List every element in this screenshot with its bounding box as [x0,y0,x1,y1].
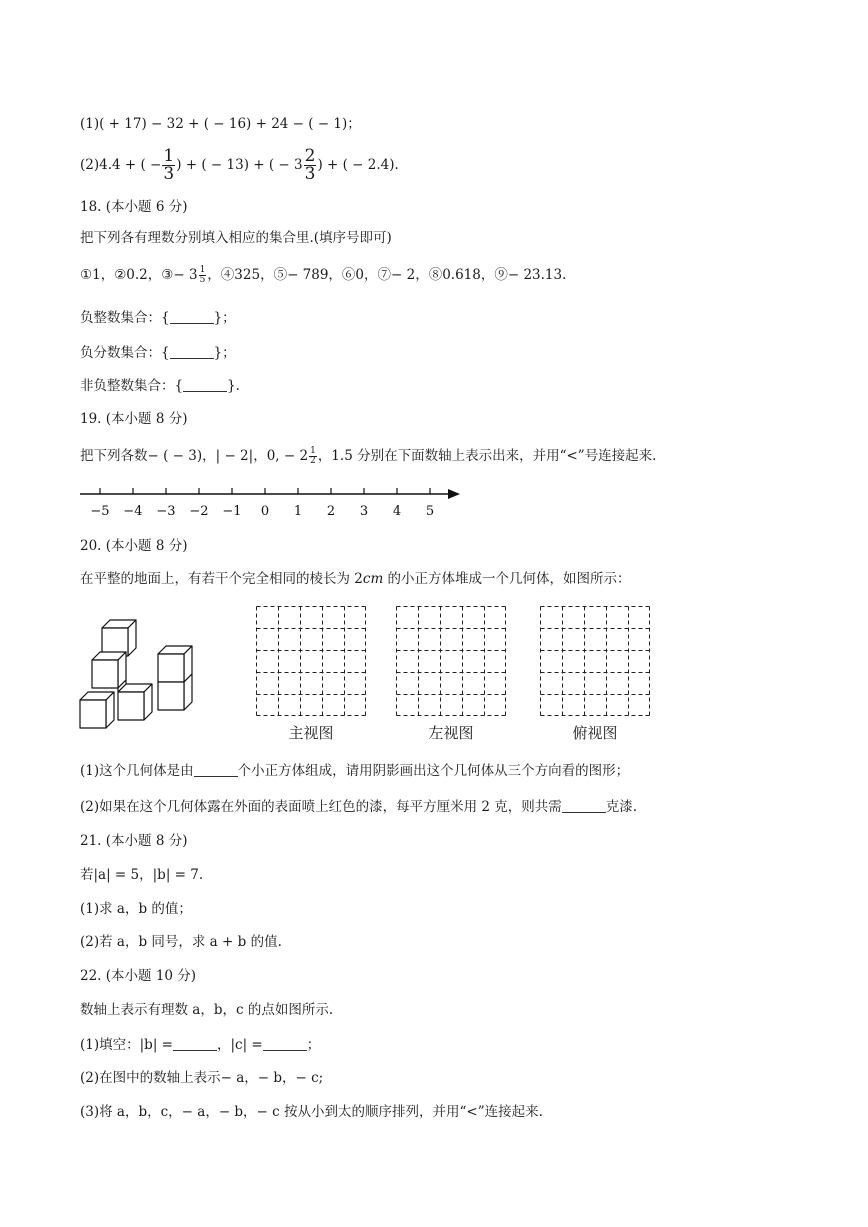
q18-items-suffix: ，④325，⑤− 789，⑥0，⑦− 2，⑧0.618，⑨− 23.13. [207,267,567,283]
number-line-tick-label: 5 [425,504,435,519]
q20-intro-unit: cm [362,571,384,587]
q20-part1 [80,761,629,781]
q19-text-suffix: ，1.5 分别在下面数轴上表示出来，并用“<”号连接起来. [317,448,657,464]
q18-items-prefix: ①1，②0.2，③− 3 [80,267,198,283]
q22-header: 22. (本小题 10 分) [80,968,197,984]
q22-part1-prefix: (1)填空：|b| = [80,1037,173,1053]
cube-stack-figure [78,614,208,734]
q18-set1 [80,308,236,328]
q18-set2-end: }； [213,345,236,361]
q21-header: 21. (本小题 8 分) [80,833,188,849]
q18-set1-blank[interactable] [170,309,214,324]
q18-set1-end: }； [213,310,236,326]
q18-set3-label: 非负整数集合：{ [80,378,184,394]
q19-frac-den: 2 [310,456,316,466]
number-line-tick-label: −3 [156,504,176,519]
q20-intro [80,569,631,589]
q20-part2-prefix: (2)如果在这个几何体露在外面的表面喷上红色的漆，每平方厘米用 2 克，则共需 [80,799,562,815]
q20-header: 20. (本小题 8 分) [80,538,188,554]
q17-frac1-den: 3 [163,164,175,184]
q18-set2 [80,343,236,363]
q18-frac [199,266,207,285]
q17-part2-suffix: ) + ( − 2.4). [317,157,399,173]
cube-front-face [118,692,144,720]
cube-front-face [80,700,106,728]
q17-frac1-num: 1 [163,146,175,166]
q18-set1-label: 负整数集合：{ [80,310,170,326]
number-line-tick-label: 1 [293,504,303,519]
q19-text [80,446,656,466]
q22-part1-blank-c[interactable] [263,1036,307,1051]
front-view-label: 主视图 [288,724,334,742]
number-line-tick-label: −4 [123,504,143,519]
number-line-tick-label: 2 [326,504,336,519]
number-line [78,484,468,524]
q20-intro-prefix: 在平整的地面上，有若干个完全相同的棱长为 2 [80,571,363,587]
number-line-tick-label: −5 [90,504,110,519]
q20-part2-blank[interactable] [562,798,606,813]
q21-part2: (2)若 a，b 同号，求 a + b 的值. [80,934,282,950]
q18-set3 [80,376,240,396]
q21-condition: 若|a| = 5，|b| = 7. [80,867,204,883]
q22-part1 [80,1035,320,1055]
q18-frac-den: 5 [199,275,206,285]
q17-part1: (1)( + 17) − 32 + ( − 16) + 24 − ( − 1)； [80,116,361,132]
q22-part1-blank-b[interactable] [173,1036,217,1051]
q18-set3-blank[interactable] [183,377,227,392]
q20-part1-blank[interactable] [194,762,238,777]
q17-frac2 [304,148,317,183]
cube-front-face [158,682,184,710]
number-line-arrow [448,489,460,499]
q17-part2-prefix: (2)4.4 + ( − [80,157,162,173]
q17-frac1 [162,148,175,183]
q20-part2-suffix: 克漆. [605,799,638,815]
q22-part3: (3)将 a，b，c，− a，− b，− c 按从小到太的顺序排列，并用“<”连接起来. [80,1104,543,1120]
number-line-tick-label: 0 [260,504,270,519]
q20-part1-suffix: 个小正方体组成，请用阴影画出这个几何体从三个方向看的图形； [237,763,630,779]
q22-part1-suffix: ； [306,1037,321,1053]
q18-items [80,265,566,285]
q19-frac-num: 1 [310,446,316,456]
q22-intro: 数轴上表示有理数 a，b，c 的点如图所示. [80,1002,334,1018]
q18-header: 18. (本小题 6 分) [80,199,188,215]
q22-part2: (2)在图中的数轴上表示− a，− b，− c; [80,1070,324,1086]
q17-frac2-den: 3 [304,164,316,184]
q19-header: 19. (本小题 8 分) [80,411,188,427]
q21-part1: (1)求 a，b 的值； [80,901,192,917]
q20-intro-suffix: 的小正方体堆成一个几何体，如图所示： [383,571,631,587]
q20-part2 [80,797,637,817]
number-line-tick-label: −1 [222,504,242,519]
number-line-ticks [90,488,434,519]
q17-frac2-num: 2 [304,146,316,166]
q18-set2-blank[interactable] [170,344,214,359]
left-view-grid [396,606,506,716]
q20-part1-prefix: (1)这个几何体是由 [80,763,194,779]
cube-front-face [92,660,118,688]
left-view-label: 左视图 [428,724,474,742]
q22-part1-mid: ，|c| = [216,1037,263,1053]
number-line-tick-label: 3 [359,504,369,519]
q19-text-prefix: 把下列各数− ( − 3)，| − 2|，0, − 2 [80,448,309,464]
q18-set2-label: 负分数集合：{ [80,345,170,361]
q18-instruction: 把下列各有理数分别填入相应的集合里.(填序号即可) [80,230,392,246]
number-line-tick-label: 4 [392,504,402,519]
front-view-grid [256,606,366,716]
q17-part2 [80,148,399,183]
q17-part2-mid: ) + ( − 13) + ( − 3 [176,157,303,173]
q18-set3-end: }. [227,378,240,394]
top-view-label: 俯视图 [572,724,618,742]
q19-frac [309,447,317,466]
cube-front-face [158,654,184,682]
q18-frac-num: 1 [199,265,206,275]
top-view-grid [540,606,650,716]
number-line-tick-label: −2 [189,504,209,519]
